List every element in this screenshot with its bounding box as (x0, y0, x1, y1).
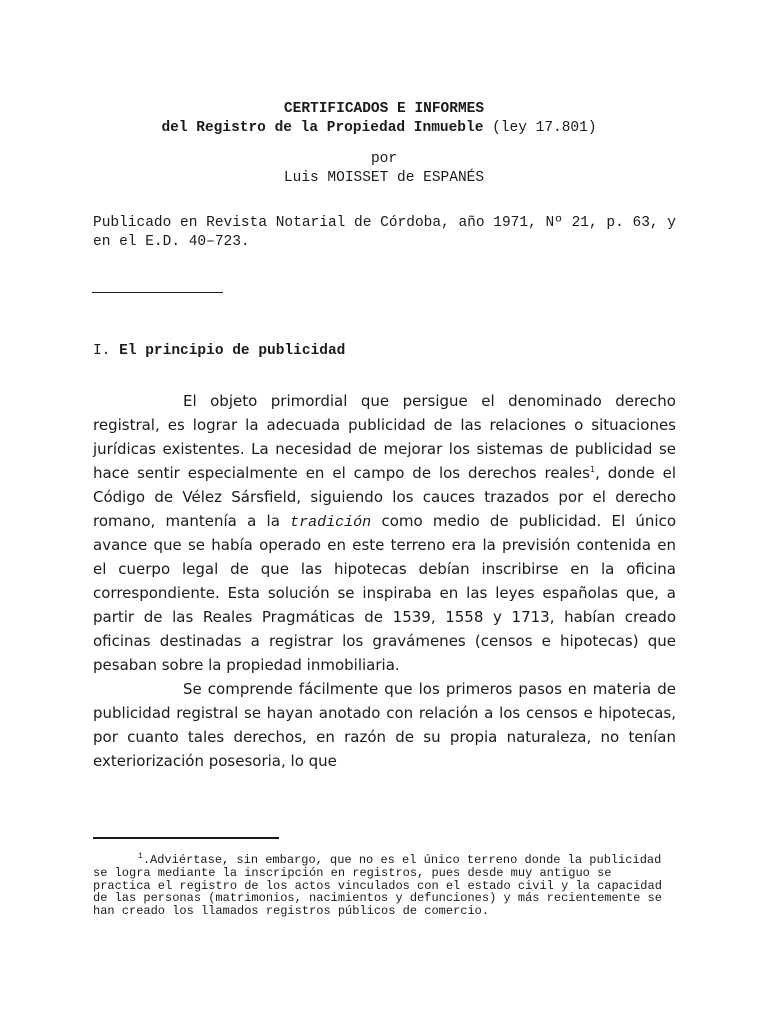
italic-term: tradición (290, 513, 372, 531)
footnote-body (93, 854, 676, 918)
document-title (0, 100, 768, 138)
author-name: Luis MOISSET de ESPANÉS (283, 170, 485, 186)
body-text (93, 390, 676, 774)
footnote-text: .Adviértase, sin embargo, que no es el único terreno donde la publicidad se logra mediante la inscripción en registros, pues desde muy antiguo se practica el registro de los actos vinculados con el estado civil y la capacidad de las personas (matrimonios, nacimientos y defunciones) y más recientemente se han creado los llamados registros públicos de comercio. (93, 853, 662, 919)
footnote-rule (93, 837, 279, 839)
title-line-2-bold: del Registro de la Propiedad Inmueble (161, 120, 484, 136)
by-label: por (370, 151, 398, 167)
section-title: El principio de publicidad (119, 343, 346, 359)
paragraph-1-part-b: , donde el Código de Vélez Sársfield, siguiendo los cauces trazados por el derecho romano, mantenía a la (93, 463, 676, 530)
footnote-mark: 1 (138, 852, 143, 861)
paragraph-2: Se comprende fácilmente que los primeros pasos en materia de publicidad registral se hayan anotado con relación a los censos e hipotecas, por cuanto tales derechos, en razón de su propia naturaleza, no tenían exteriorización posesoria, lo que (93, 679, 676, 770)
title-line-2-law: (ley 17.801) (483, 120, 597, 136)
publication-info: Publicado en Revista Notarial de Córdoba, año 1971, Nº 21, p. 63, y en el E.D. 40–723. (93, 215, 676, 250)
footnote (93, 854, 676, 918)
footnote-reference[interactable]: 1 (589, 464, 596, 474)
title-line-2 (0, 119, 768, 138)
paragraph-1-part-c: como medio de publicidad. El único avance que se había operado en este terreno era la previsión contenida en el cuerpo legal de que las hipotecas debían inscribirse en la oficina correspondiente. Esta solución se inspiraba en las leyes españolas que, a partir de las Reales Pragmáticas de 1539, 1558 y 1713, habían creado oficinas destinadas a registrar los gravámenes (censos e hipotecas) que pesaban sobre la propiedad inmobiliaria. (93, 511, 676, 674)
separator-line (92, 292, 223, 293)
title-line-1: CERTIFICADOS E INFORMES (283, 101, 485, 117)
section-heading (93, 342, 345, 361)
section-number: I. (93, 343, 111, 359)
paragraph-1 (93, 390, 676, 678)
paragraph-1-part-a: El objeto primordial que persigue el denominado derecho registral, es lograr la adecuada publicidad de las relaciones o situaciones jurídicas existentes. La necesidad de mejorar los sistemas de publicidad se hace sentir especialmente en el campo de los derechos reales (93, 392, 676, 482)
author-block (0, 150, 768, 188)
